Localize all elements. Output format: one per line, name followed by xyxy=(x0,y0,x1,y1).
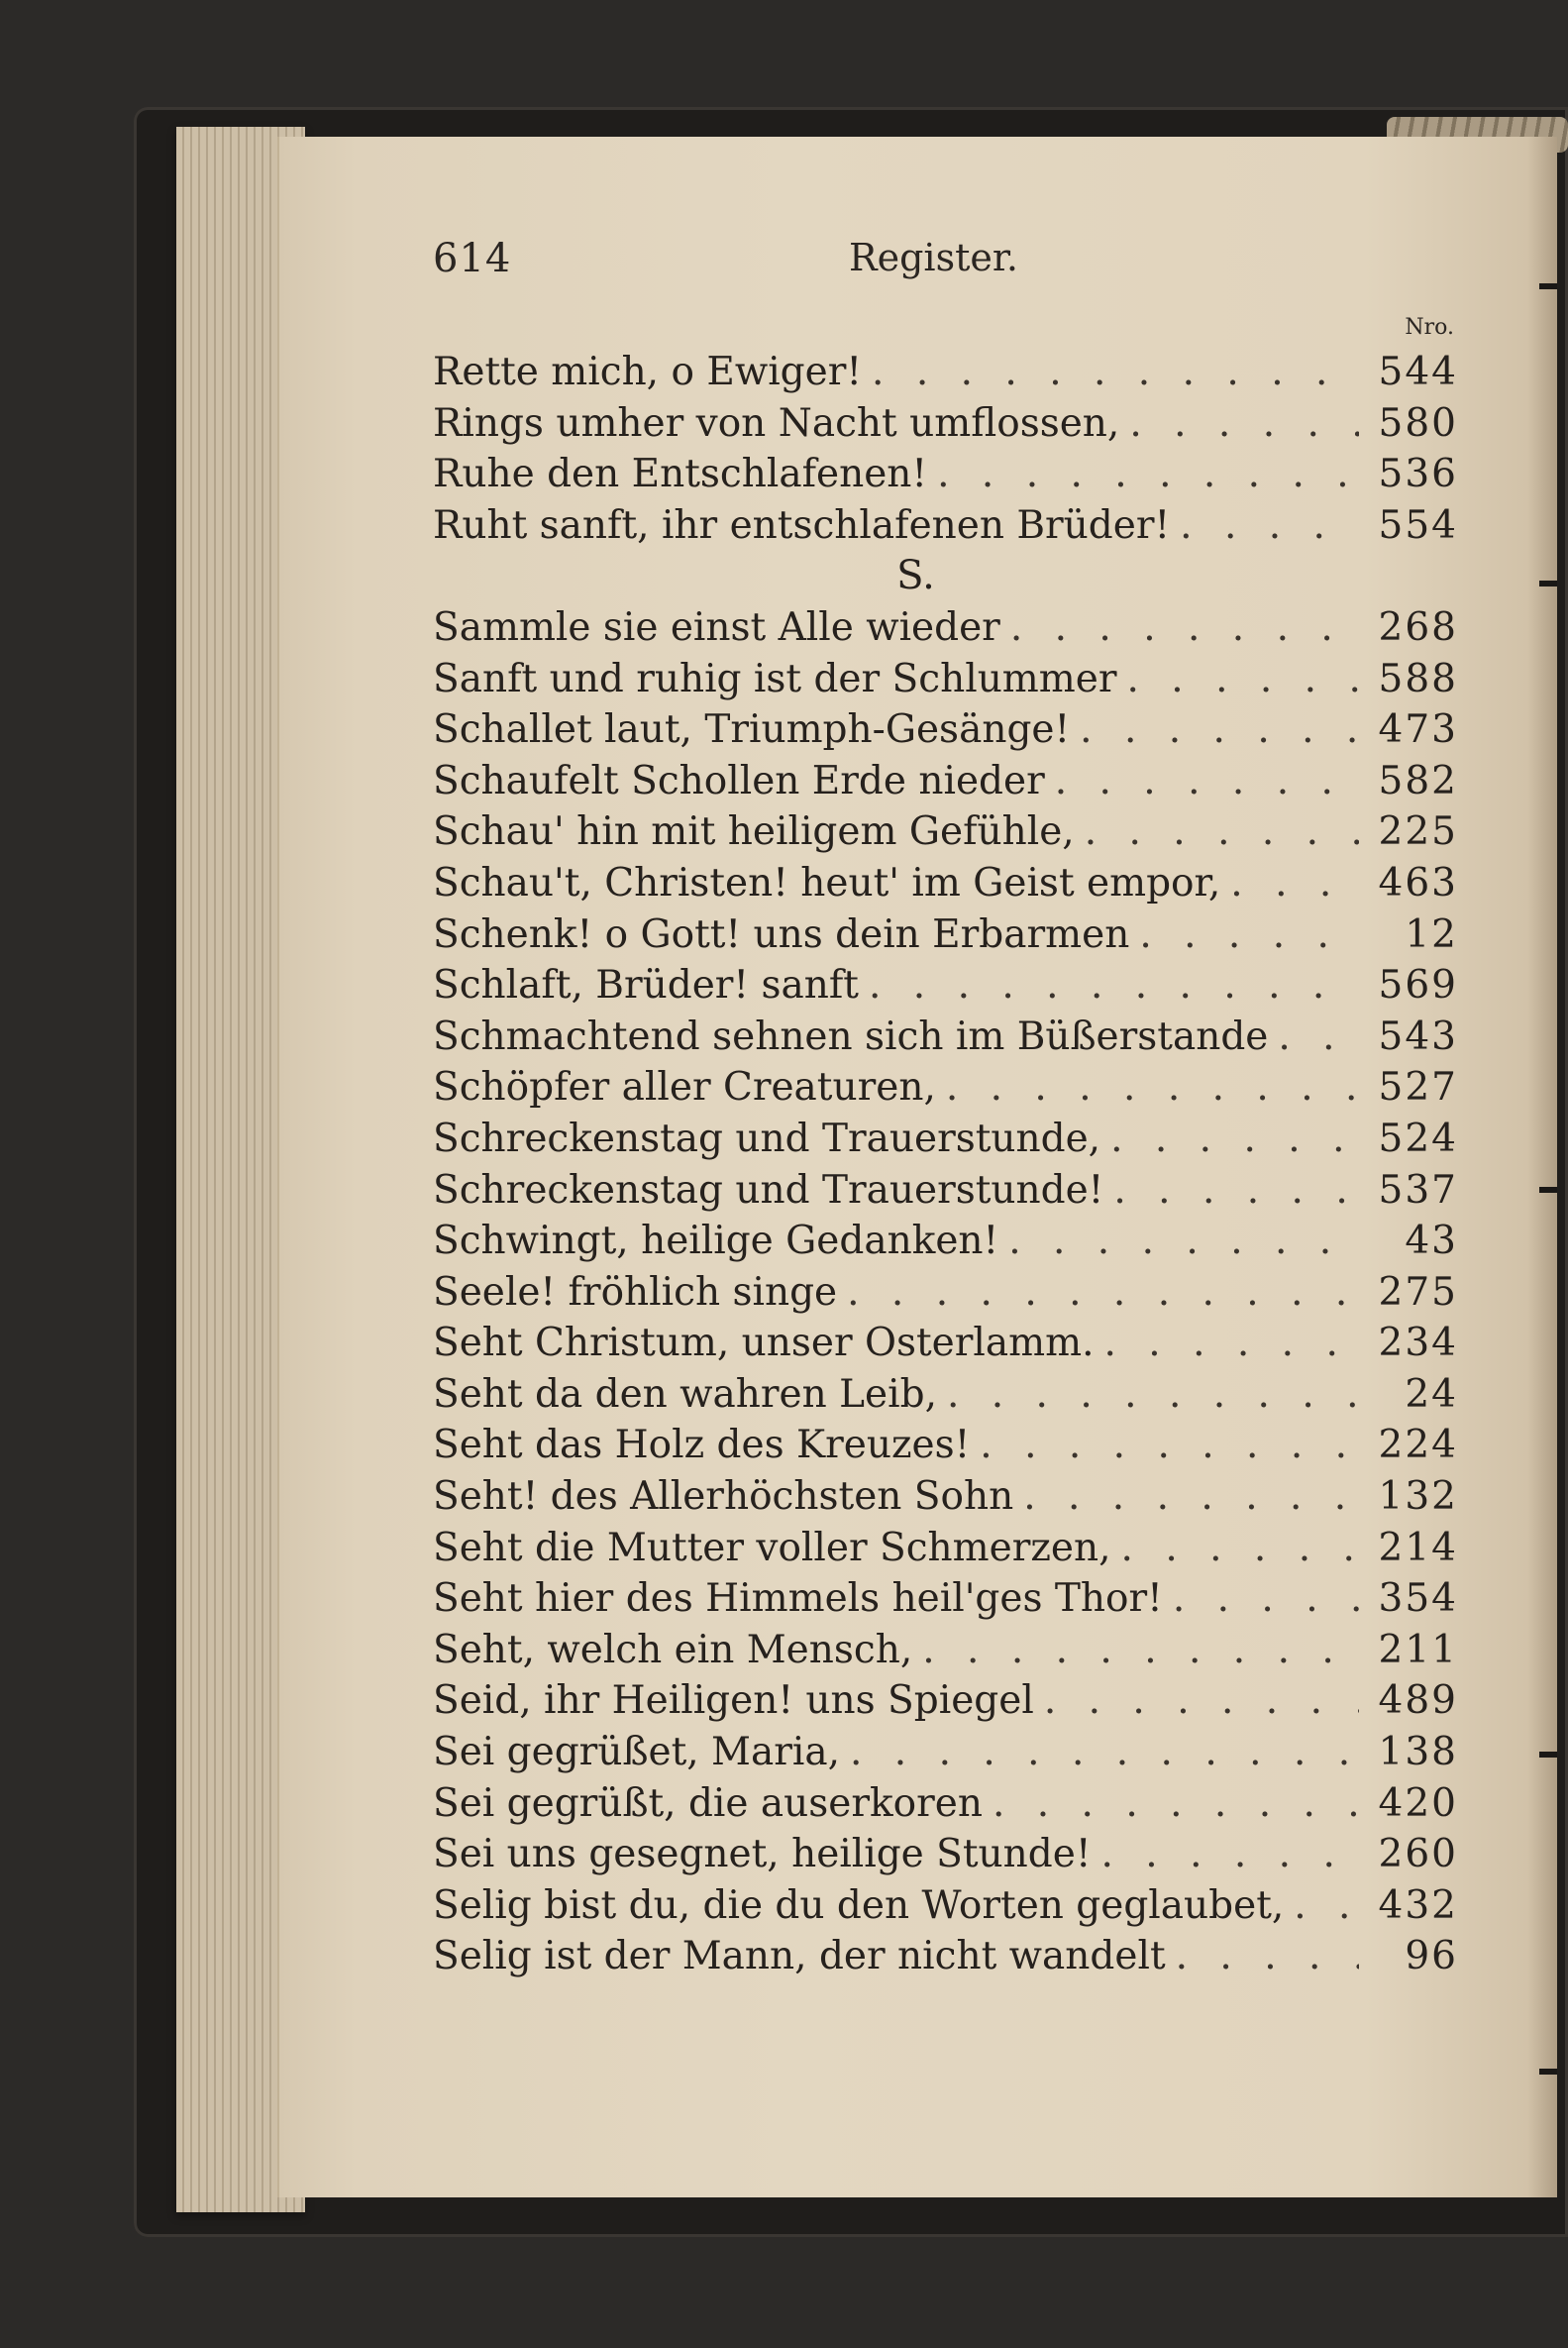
dot-leader xyxy=(1010,602,1359,654)
entry-title: Seht das Holz des Kreuzes! xyxy=(433,1423,971,1468)
index-tab-marker xyxy=(1539,1187,1557,1193)
dot-leader xyxy=(1110,1114,1359,1165)
index-entry xyxy=(433,1727,1458,1778)
dot-leader xyxy=(872,347,1359,398)
index-entry xyxy=(433,1471,1458,1523)
entry-number: 132 xyxy=(1378,1474,1458,1520)
page-number: 614 xyxy=(433,236,512,281)
entry-title: Schau' hin mit heiligem Gefühle, xyxy=(433,809,1075,855)
dot-leader xyxy=(1080,704,1359,756)
index-entry xyxy=(433,960,1458,1012)
entry-title: Sammle sie einst Alle wieder xyxy=(433,604,1000,650)
index-entry xyxy=(433,1931,1458,1982)
entry-title: Seid, ihr Heiligen! uns Spiegel xyxy=(433,1678,1034,1724)
entry-title: Schau't, Christen! heut' im Geist empor, xyxy=(433,860,1221,906)
index-tab-marker xyxy=(1539,581,1557,587)
entry-title: Schreckenstag und Trauerstunde, xyxy=(433,1116,1101,1161)
entry-title: Selig ist der Mann, der nicht wandelt xyxy=(433,1934,1166,1979)
entry-number: 43 xyxy=(1405,1219,1458,1264)
entry-title: Sanft und ruhig ist der Schlummer xyxy=(433,656,1117,701)
entry-number: 268 xyxy=(1378,604,1458,650)
entry-title: Schenk! o Gott! uns dein Erbarmen xyxy=(433,911,1130,957)
entry-title: Seht, welch ein Mensch, xyxy=(433,1627,913,1672)
dot-leader xyxy=(946,1062,1359,1114)
dot-leader xyxy=(869,960,1359,1012)
entry-title: Seht da den wahren Leib, xyxy=(433,1371,937,1417)
index-tab-marker xyxy=(1539,1752,1557,1758)
index-tab-marker xyxy=(1539,283,1557,289)
dot-leader xyxy=(1101,1829,1360,1880)
entry-number: 527 xyxy=(1378,1065,1458,1111)
dot-leader xyxy=(922,1625,1359,1676)
entry-title: Ruhe den Entschlafenen! xyxy=(433,452,928,497)
index-entry xyxy=(433,756,1458,807)
entry-number: 214 xyxy=(1378,1525,1458,1570)
entry-title: Sei gegrüßt, die auserkoren xyxy=(433,1780,983,1826)
dot-leader xyxy=(947,1369,1359,1421)
index-entries xyxy=(433,347,1458,1982)
dot-leader xyxy=(937,449,1359,500)
index-tab-marker xyxy=(1539,2069,1557,2075)
entry-title: Sei uns gesegnet, heilige Stunde! xyxy=(433,1832,1092,1877)
entry-title: Seht die Mutter voller Schmerzen, xyxy=(433,1525,1111,1570)
entry-title: Seht Christum, unser Osterlamm. xyxy=(433,1321,1095,1366)
section-heading: S. xyxy=(896,553,935,599)
index-entry xyxy=(433,347,1458,398)
page-header xyxy=(433,236,1423,305)
entry-title: Sei gegrüßet, Maria, xyxy=(433,1730,840,1775)
dot-leader xyxy=(1173,1573,1359,1625)
dot-leader xyxy=(1176,1931,1359,1982)
entry-title: Ruht sanft, ihr entschlafenen Brüder! xyxy=(433,502,1171,548)
entry-number: 524 xyxy=(1378,1116,1458,1161)
dot-leader xyxy=(1008,1216,1359,1267)
entry-number: 588 xyxy=(1378,656,1458,701)
index-entry xyxy=(433,398,1458,450)
entry-number: 138 xyxy=(1378,1730,1458,1775)
entry-number: 544 xyxy=(1378,350,1458,394)
entry-number: 260 xyxy=(1378,1832,1458,1877)
dot-leader xyxy=(1103,1318,1359,1369)
index-entry xyxy=(433,1216,1458,1267)
entry-title: Schallet laut, Triumph-Gesänge! xyxy=(433,707,1071,753)
book-page xyxy=(277,137,1557,2197)
entry-title: Schlaft, Brüder! sanft xyxy=(433,963,859,1009)
index-entry xyxy=(433,449,1458,500)
dot-leader xyxy=(980,1420,1359,1471)
dot-leader xyxy=(1294,1880,1359,1932)
entry-title: Seele! fröhlich singe xyxy=(433,1269,838,1315)
entry-title: Rette mich, o Ewiger! xyxy=(433,350,863,394)
index-entry xyxy=(433,602,1458,654)
index-entry xyxy=(433,909,1458,961)
entry-title: Schwingt, heilige Gedanken! xyxy=(433,1219,999,1264)
dot-leader xyxy=(1121,1523,1359,1574)
number-column-header: Nro. xyxy=(1405,315,1454,340)
entry-title: Schreckenstag und Trauerstunde! xyxy=(433,1167,1104,1213)
dot-leader xyxy=(847,1267,1359,1319)
index-entry xyxy=(433,1523,1458,1574)
dot-leader xyxy=(1044,1675,1359,1727)
dot-leader xyxy=(1180,500,1359,552)
index-entry xyxy=(433,1573,1458,1625)
entry-number: 554 xyxy=(1378,502,1458,548)
entry-number: 536 xyxy=(1378,452,1458,497)
running-title: Register. xyxy=(849,236,1018,279)
dot-leader xyxy=(993,1778,1359,1830)
entry-number: 12 xyxy=(1405,911,1458,957)
index-entry xyxy=(433,500,1458,552)
entry-number: 275 xyxy=(1378,1269,1458,1315)
index-entry xyxy=(433,1829,1458,1880)
entry-title: Schöpfer aller Creaturen, xyxy=(433,1065,936,1111)
index-entry xyxy=(433,1012,1458,1063)
index-entry xyxy=(433,1369,1458,1421)
page-gutter-shadow xyxy=(1527,137,1557,2197)
entry-number: 473 xyxy=(1378,707,1458,753)
dot-leader xyxy=(1055,756,1359,807)
entry-title: Selig bist du, die du den Worten geglaubet, xyxy=(433,1882,1285,1928)
entry-title: Rings umher von Nacht umflossen, xyxy=(433,400,1120,446)
entry-number: 463 xyxy=(1378,860,1458,906)
entry-number: 432 xyxy=(1378,1882,1458,1928)
index-entry xyxy=(433,704,1458,756)
dot-leader xyxy=(850,1727,1359,1778)
index-entry xyxy=(433,1165,1458,1217)
entry-title: Seht! des Allerhöchsten Sohn xyxy=(433,1474,1014,1520)
entry-number: 234 xyxy=(1378,1321,1458,1366)
index-entry xyxy=(433,1267,1458,1319)
index-entry xyxy=(433,1420,1458,1471)
index-entry xyxy=(433,1318,1458,1369)
dot-leader xyxy=(1085,806,1359,858)
dot-leader xyxy=(1127,654,1360,705)
entry-number: 224 xyxy=(1378,1423,1458,1468)
entry-title: Schaufelt Schollen Erde nieder xyxy=(433,758,1045,803)
dot-leader xyxy=(1113,1165,1359,1217)
entry-number: 580 xyxy=(1378,400,1458,446)
index-entry xyxy=(433,1880,1458,1932)
entry-number: 354 xyxy=(1378,1576,1458,1622)
entry-number: 24 xyxy=(1405,1371,1458,1417)
index-entry xyxy=(433,654,1458,705)
dot-leader xyxy=(1023,1471,1359,1523)
index-entry xyxy=(433,858,1458,909)
entry-number: 543 xyxy=(1378,1014,1458,1059)
dot-leader xyxy=(1278,1012,1359,1063)
entry-number: 225 xyxy=(1378,809,1458,855)
index-entry xyxy=(433,806,1458,858)
entry-title: Seht hier des Himmels heil'ges Thor! xyxy=(433,1576,1163,1622)
entry-number: 96 xyxy=(1405,1934,1458,1979)
dot-leader xyxy=(1139,909,1359,961)
entry-number: 569 xyxy=(1378,963,1458,1009)
index-entry xyxy=(433,1114,1458,1165)
entry-number: 489 xyxy=(1378,1678,1458,1724)
index-entry xyxy=(433,1062,1458,1114)
index-entry xyxy=(433,1778,1458,1830)
entry-number: 537 xyxy=(1378,1167,1458,1213)
index-entry xyxy=(433,1675,1458,1727)
entry-title: Schmachtend sehnen sich im Büßerstande xyxy=(433,1014,1269,1059)
entry-number: 582 xyxy=(1378,758,1458,803)
entry-number: 420 xyxy=(1378,1780,1458,1826)
dot-leader xyxy=(1129,398,1359,450)
entry-number: 211 xyxy=(1378,1627,1458,1672)
index-entry xyxy=(433,1625,1458,1676)
dot-leader xyxy=(1230,858,1359,909)
